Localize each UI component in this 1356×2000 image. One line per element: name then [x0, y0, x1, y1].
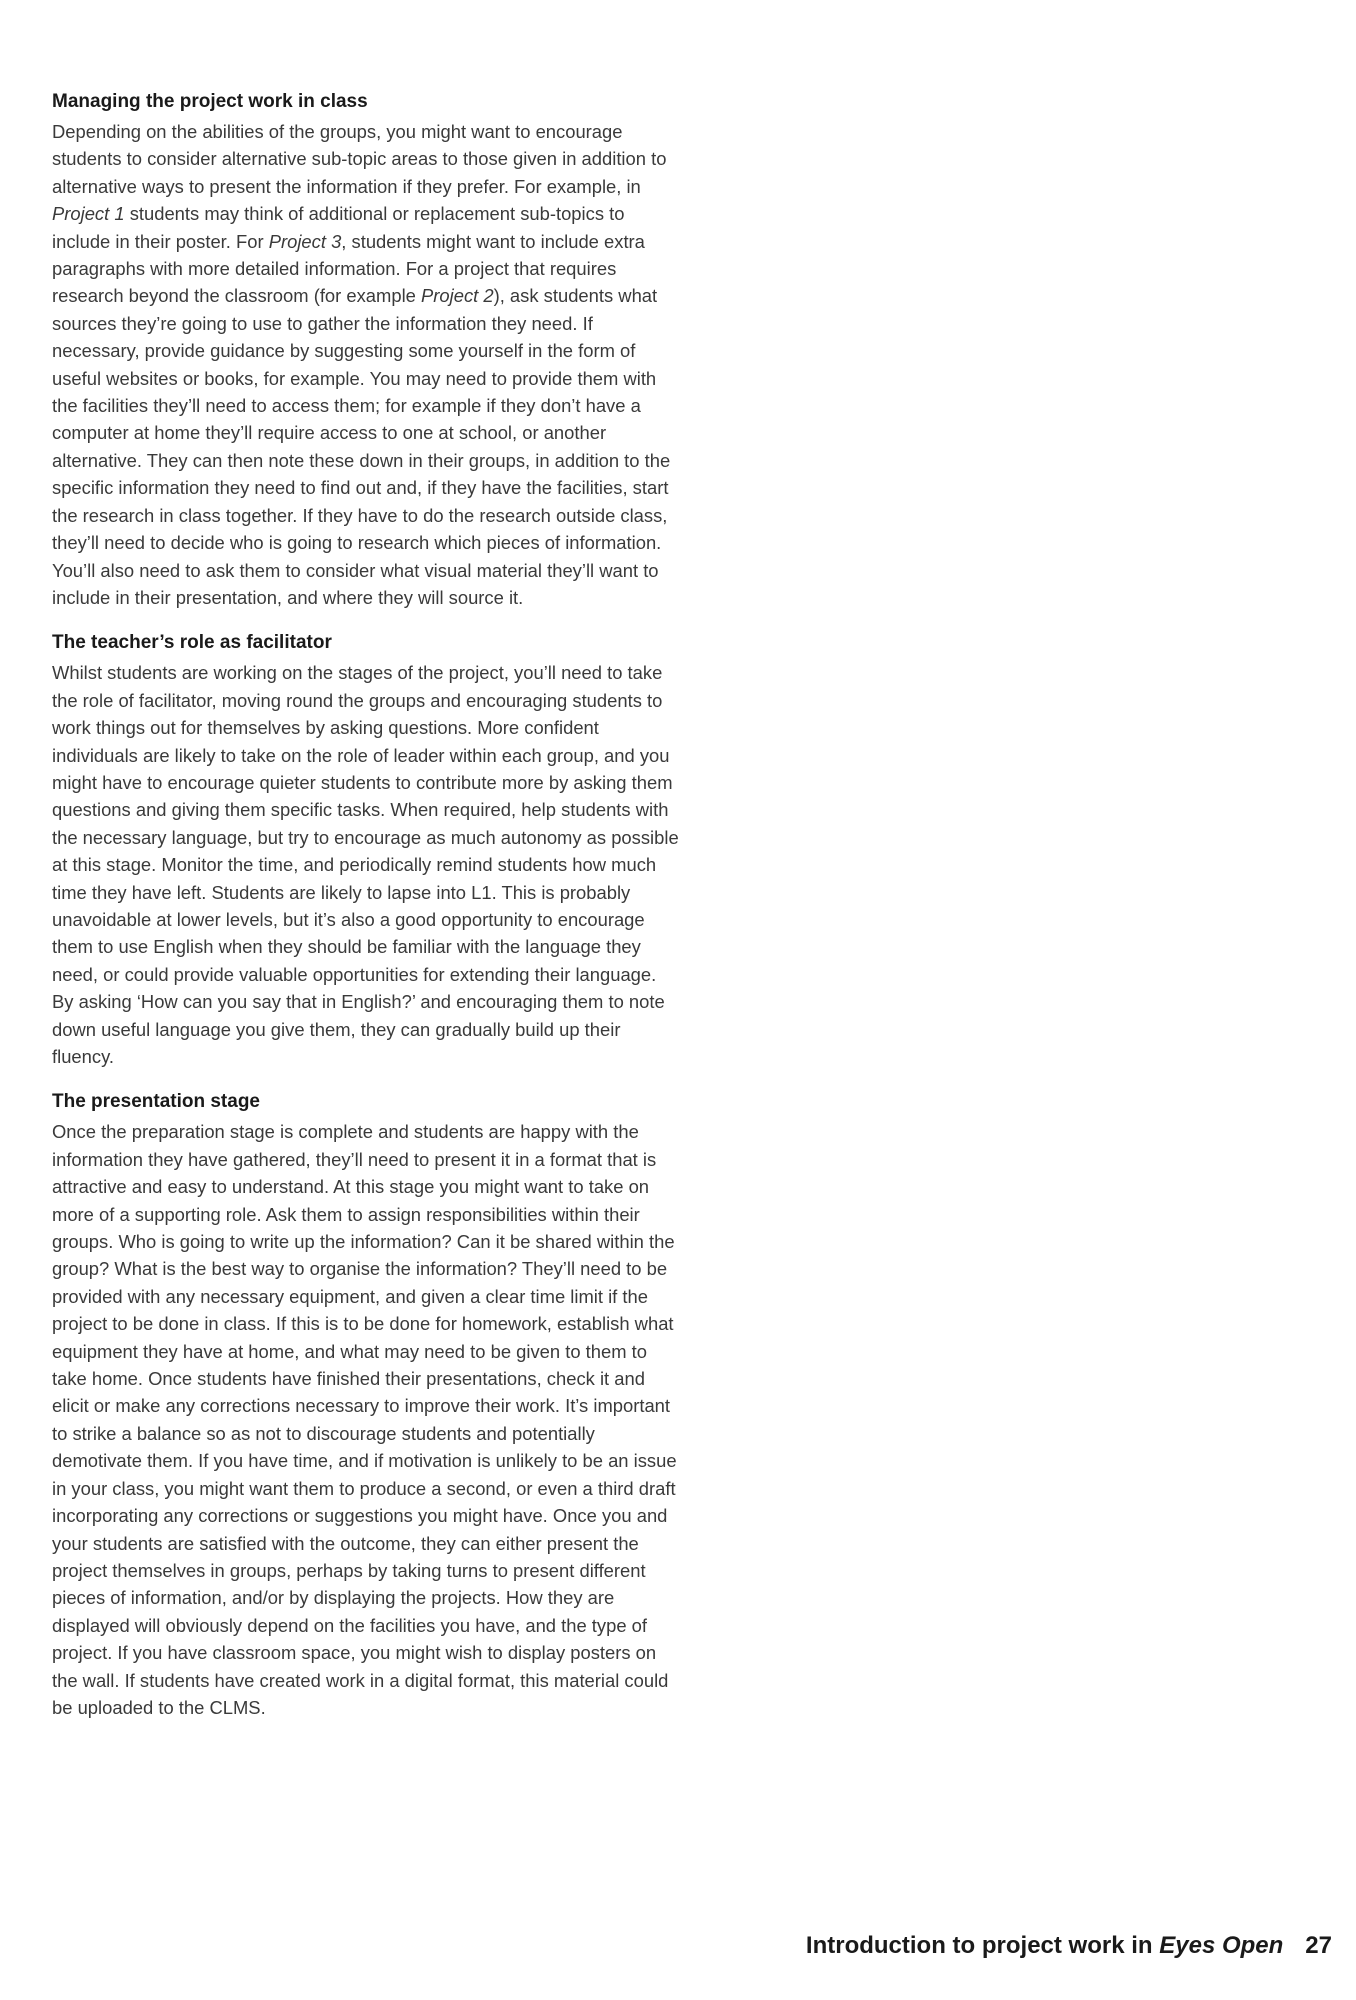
section-paragraph — [52, 1118, 680, 1721]
italic-reference: Project 1 — [52, 203, 125, 225]
section-paragraph — [52, 659, 680, 1070]
section-teacher-role — [52, 629, 680, 1070]
section-managing-project-work — [52, 88, 680, 611]
text-column — [52, 88, 680, 1739]
section-heading: The teacher’s role as facilitator — [52, 632, 332, 654]
paragraph-text: , students might want to include extra paragraphs with more detailed information. For a project that requires research beyond the classroom (for example — [52, 230, 645, 307]
paragraph-text: ), ask students what sources they’re going to use to gather the information they need. If necessary, provide guidance by suggesting some yourself in the form of useful websites or books, for example. You may need to provide them with the facilities they’ll need to access them; for example if they don’t have a computer at home they’ll require access to one at school, or another alternative. They can then note these down in their groups, in addition to the specific information they need to find out and, if they have the facilities, start the research in class together. If they have to do the research outside class, they’ll need to decide who is going to research which pieces of information. You’ll also need to ask them to consider what visual material they’ll want to include in their presentation, and where they will source it. — [52, 285, 671, 608]
page-footer — [806, 1932, 1332, 1960]
page-number: 27 — [1305, 1932, 1332, 1959]
section-heading: Managing the project work in class — [52, 91, 368, 112]
paragraph-text: students may think of additional or replacement sub-topics to include in their poster. For — [52, 203, 625, 252]
italic-reference: Project 3 — [268, 230, 342, 252]
paragraph-text: Once the preparation stage is complete and students are happy with the information they have gathered, they’ll need to present it in a format that is attractive and easy to understand. At this stage you might want to take on more of a supporting role. Ask them to assign responsibilities within their groups. Who is going to write up the information? Can it be shared within the group? What is the best way to organise the information? They’ll need to be provided with any necessary equipment, and given a clear time limit if the project to be done in class. If this is to be done for homework, establish what equipment they have at home, and what may need to be given to them to take home. Once students have finished their presentations, check it and elicit or make any corrections necessary to improve their work. It’s important to strike a balance so as not to discourage students and potentially demotivate them. If you have time, and if motivation is unlikely to be an issue in your class, you might want them to produce a second, or even a third draft incorporating any corrections or suggestions you might have. Once you and your students are satisfied with the outcome, they can either present the project themselves in groups, perhaps by taking turns to present different pieces of information, and/or by displaying the projects. How they are displayed will obviously depend on the facilities you have, and the type of project. If you have classroom space, you might wish to display posters on the wall. If students have created work in a digital format, this material could be uploaded to the CLMS. — [52, 1121, 677, 1718]
section-presentation-stage — [52, 1088, 680, 1721]
footer-title: Introduction to project work in — [805, 1932, 1160, 1959]
section-heading: The presentation stage — [52, 1091, 260, 1113]
section-paragraph — [52, 118, 680, 611]
footer-title-emphasis: Eyes Open — [1159, 1932, 1284, 1959]
paragraph-text: Depending on the abilities of the groups, you might want to encourage students to consider alternative sub-topic areas to those given in addition to alternative ways to present the information if they prefer. For example, in — [52, 121, 667, 197]
italic-reference: Project 2 — [421, 285, 494, 307]
paragraph-text: Whilst students are working on the stages of the project, you’ll need to take the role of facilitator, moving round the groups and encouraging students to work things out for themselves by asking questions. More confident individuals are likely to take on the role of leader within each group, and you might have to encourage quieter students to contribute more by asking them questions and giving them specific tasks. When required, help students with the necessary language, but try to encourage as much autonomy as possible at this stage. Monitor the time, and periodically remind students how much time they have left. Students are likely to lapse into L1. This is probably unavoidable at lower levels, but it’s also a good opportunity to encourage them to use English when they should be familiar with the language they need, or could provide valuable opportunities for extending their language. By asking ‘How can you say that in English?’ and encouraging them to note down useful language you give them, they can gradually build up their fluency. — [52, 662, 679, 1067]
